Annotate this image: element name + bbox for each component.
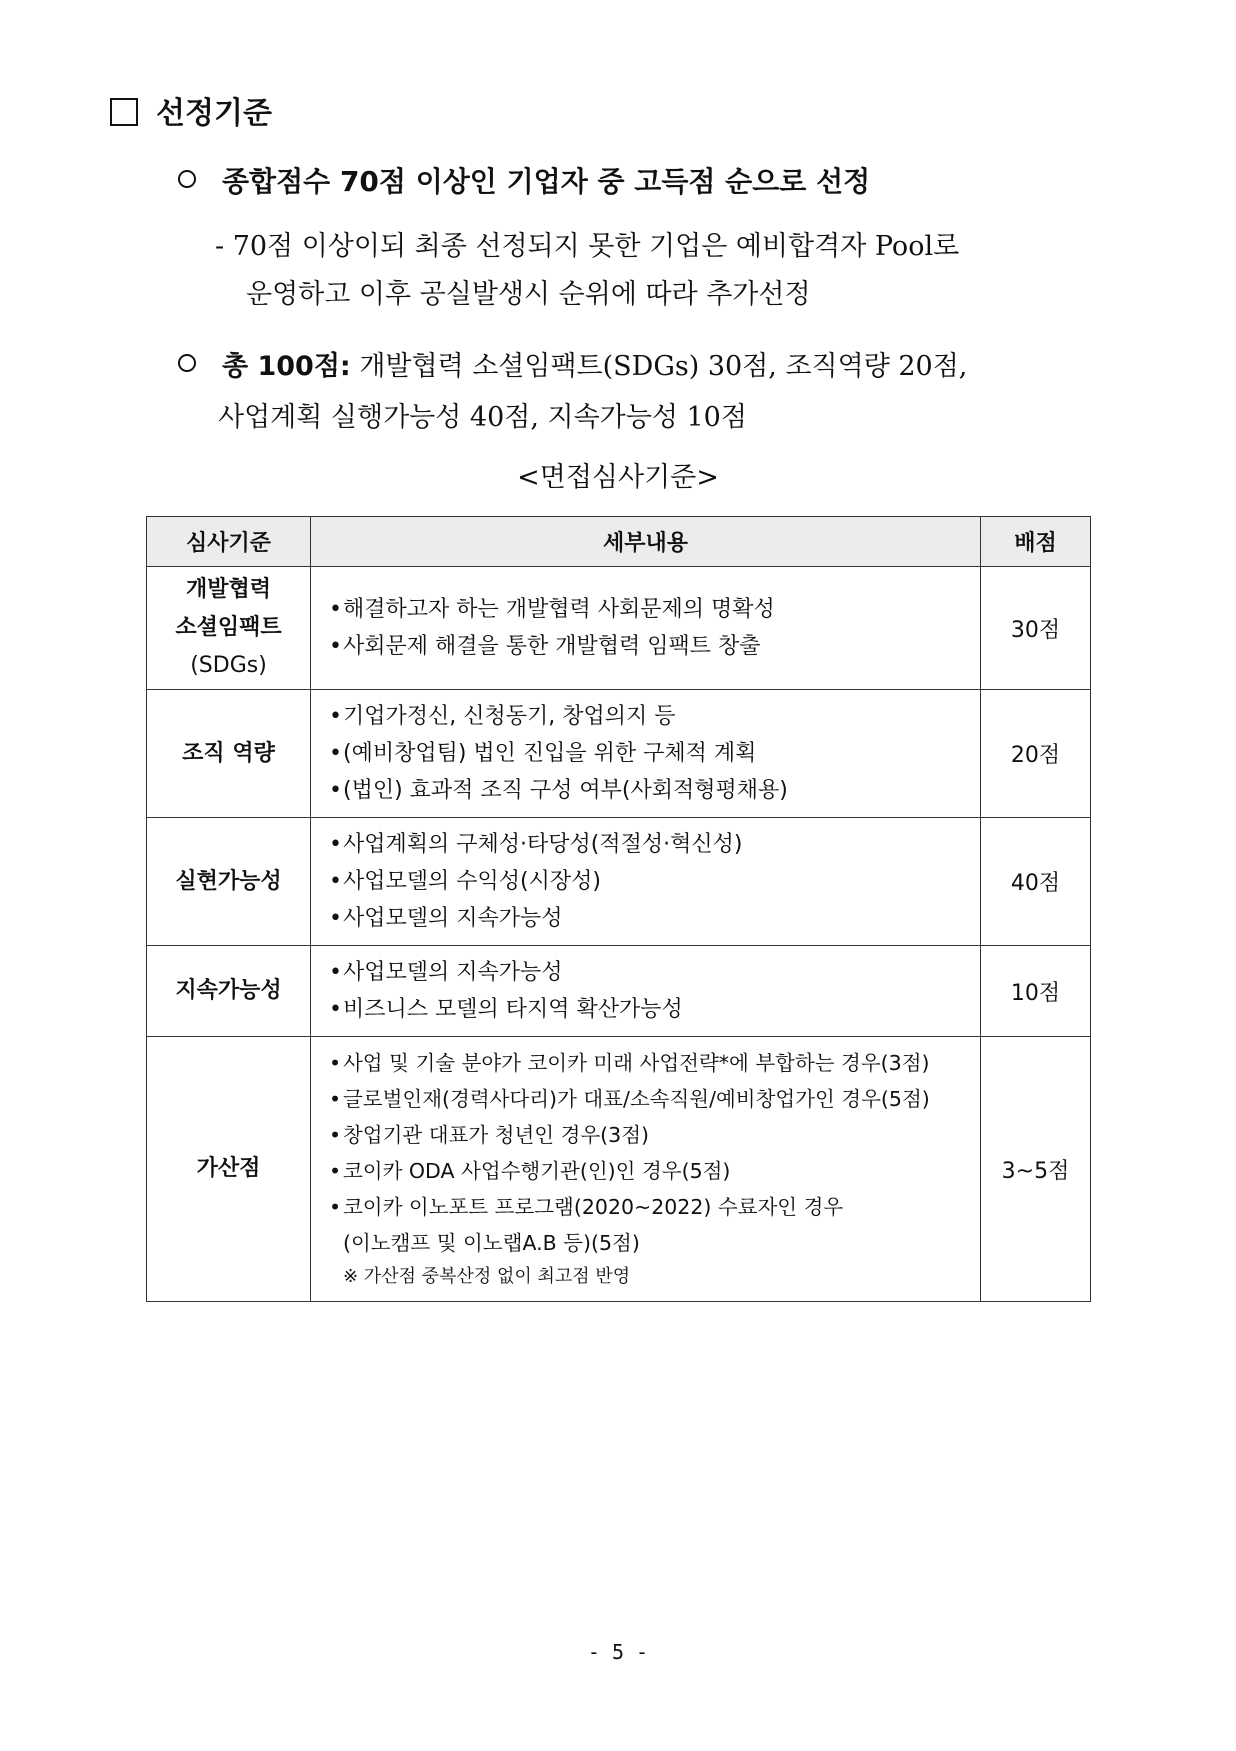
details-cell [311,1037,981,1302]
total-score-label: 총 100점: [222,351,351,382]
details-cell [311,690,981,818]
header-criteria: 심사기준 [147,517,311,567]
bullet-selection-rule [178,160,870,200]
details-cell [311,567,981,690]
bullet-selection-text: 종합점수 70점 이상인 기업자 중 고득점 순으로 선정 [222,165,871,198]
criteria-cell: 가산점 [147,1037,311,1302]
reserve-pool-line-2: 운영하고 이후 공실발생시 순위에 따라 추가선정 [246,279,811,310]
list-item: •창업기관 대표가 청년인 경우(3점) [329,1123,650,1147]
points-cell: 20점 [981,690,1091,818]
header-points: 배점 [981,517,1091,567]
criteria-cell: 조직 역량 [147,690,311,818]
list-item: •사회문제 해결을 통한 개발협력 임팩트 창출 [329,634,761,659]
criteria-cell: 지속가능성 [147,946,311,1037]
list-item-continuation: (이노캠프 및 이노랩A.B 등)(5점) [343,1231,640,1255]
points-cell: 40점 [981,818,1091,946]
list-item: •사업모델의 지속가능성 [329,906,563,931]
interview-criteria-table [146,516,1091,1302]
table-row [147,946,1091,1037]
list-item: •(법인) 효과적 조직 구성 여부(사회적형평채용) [329,778,788,803]
list-item: •기업가정신, 신청동기, 창업의지 등 [329,704,676,729]
section-heading [110,88,272,132]
reserve-pool-line-1: - 70점 이상이되 최종 선정되지 못한 기업은 예비합격자 Pool로 [215,231,960,262]
bullet-total-score [178,344,967,383]
list-item: •코이카 ODA 사업수행기관(인)인 경우(5점) [329,1159,731,1183]
table-caption: <면접심사기준> [517,462,719,493]
criteria-line: (SDGs) [190,653,267,678]
circle-bullet-icon [178,170,196,188]
table-row [147,818,1091,946]
list-item: •코이카 이노포트 프로그램(2020~2022) 수료자인 경우 [329,1195,844,1219]
list-item: •비즈니스 모델의 타지역 확산가능성 [329,997,683,1022]
table-row [147,567,1091,690]
points-cell: 10점 [981,946,1091,1037]
table-header-row [147,517,1091,567]
total-score-breakdown: 개발협력 소셜임팩트(SDGs) 30점, 조직역량 20점, [350,351,968,382]
list-item: •사업모델의 수익성(시장성) [329,869,601,894]
list-item: •(예비창업팀) 법인 진입을 위한 구체적 계획 [329,741,757,766]
list-item: •해결하고자 하는 개발협력 사회문제의 명확성 [329,597,775,622]
total-score-breakdown-line-2: 사업계획 실행가능성 40점, 지속가능성 10점 [218,402,747,433]
circle-bullet-icon [178,354,196,372]
details-cell [311,818,981,946]
list-item: •사업 및 기술 분야가 코이카 미래 사업전략*에 부합하는 경우(3점) [329,1051,930,1075]
criteria-cell [147,567,311,690]
header-details: 세부내용 [311,517,981,567]
points-cell: 3~5점 [981,1037,1091,1302]
checkbox-square-icon [110,98,138,126]
details-cell [311,946,981,1037]
criteria-line: 소셜임팩트 [175,615,282,640]
table-row [147,1037,1091,1302]
criteria-line: 개발협력 [185,577,271,602]
points-cell: 30점 [981,567,1091,690]
list-item: •사업계획의 구체성·타당성(적절성·혁신성) [329,832,743,857]
list-item: •사업모델의 지속가능성 [329,960,563,985]
criteria-cell: 실현가능성 [147,818,311,946]
section-title: 선정기준 [156,96,272,131]
list-item: •글로벌인재(경력사다리)가 대표/소속직원/예비창업가인 경우(5점) [329,1087,930,1111]
bonus-note: ※ 가산점 중복산정 없이 최고점 반영 [343,1266,631,1287]
table-row [147,690,1091,818]
page-number: - 5 - [587,1640,649,1664]
